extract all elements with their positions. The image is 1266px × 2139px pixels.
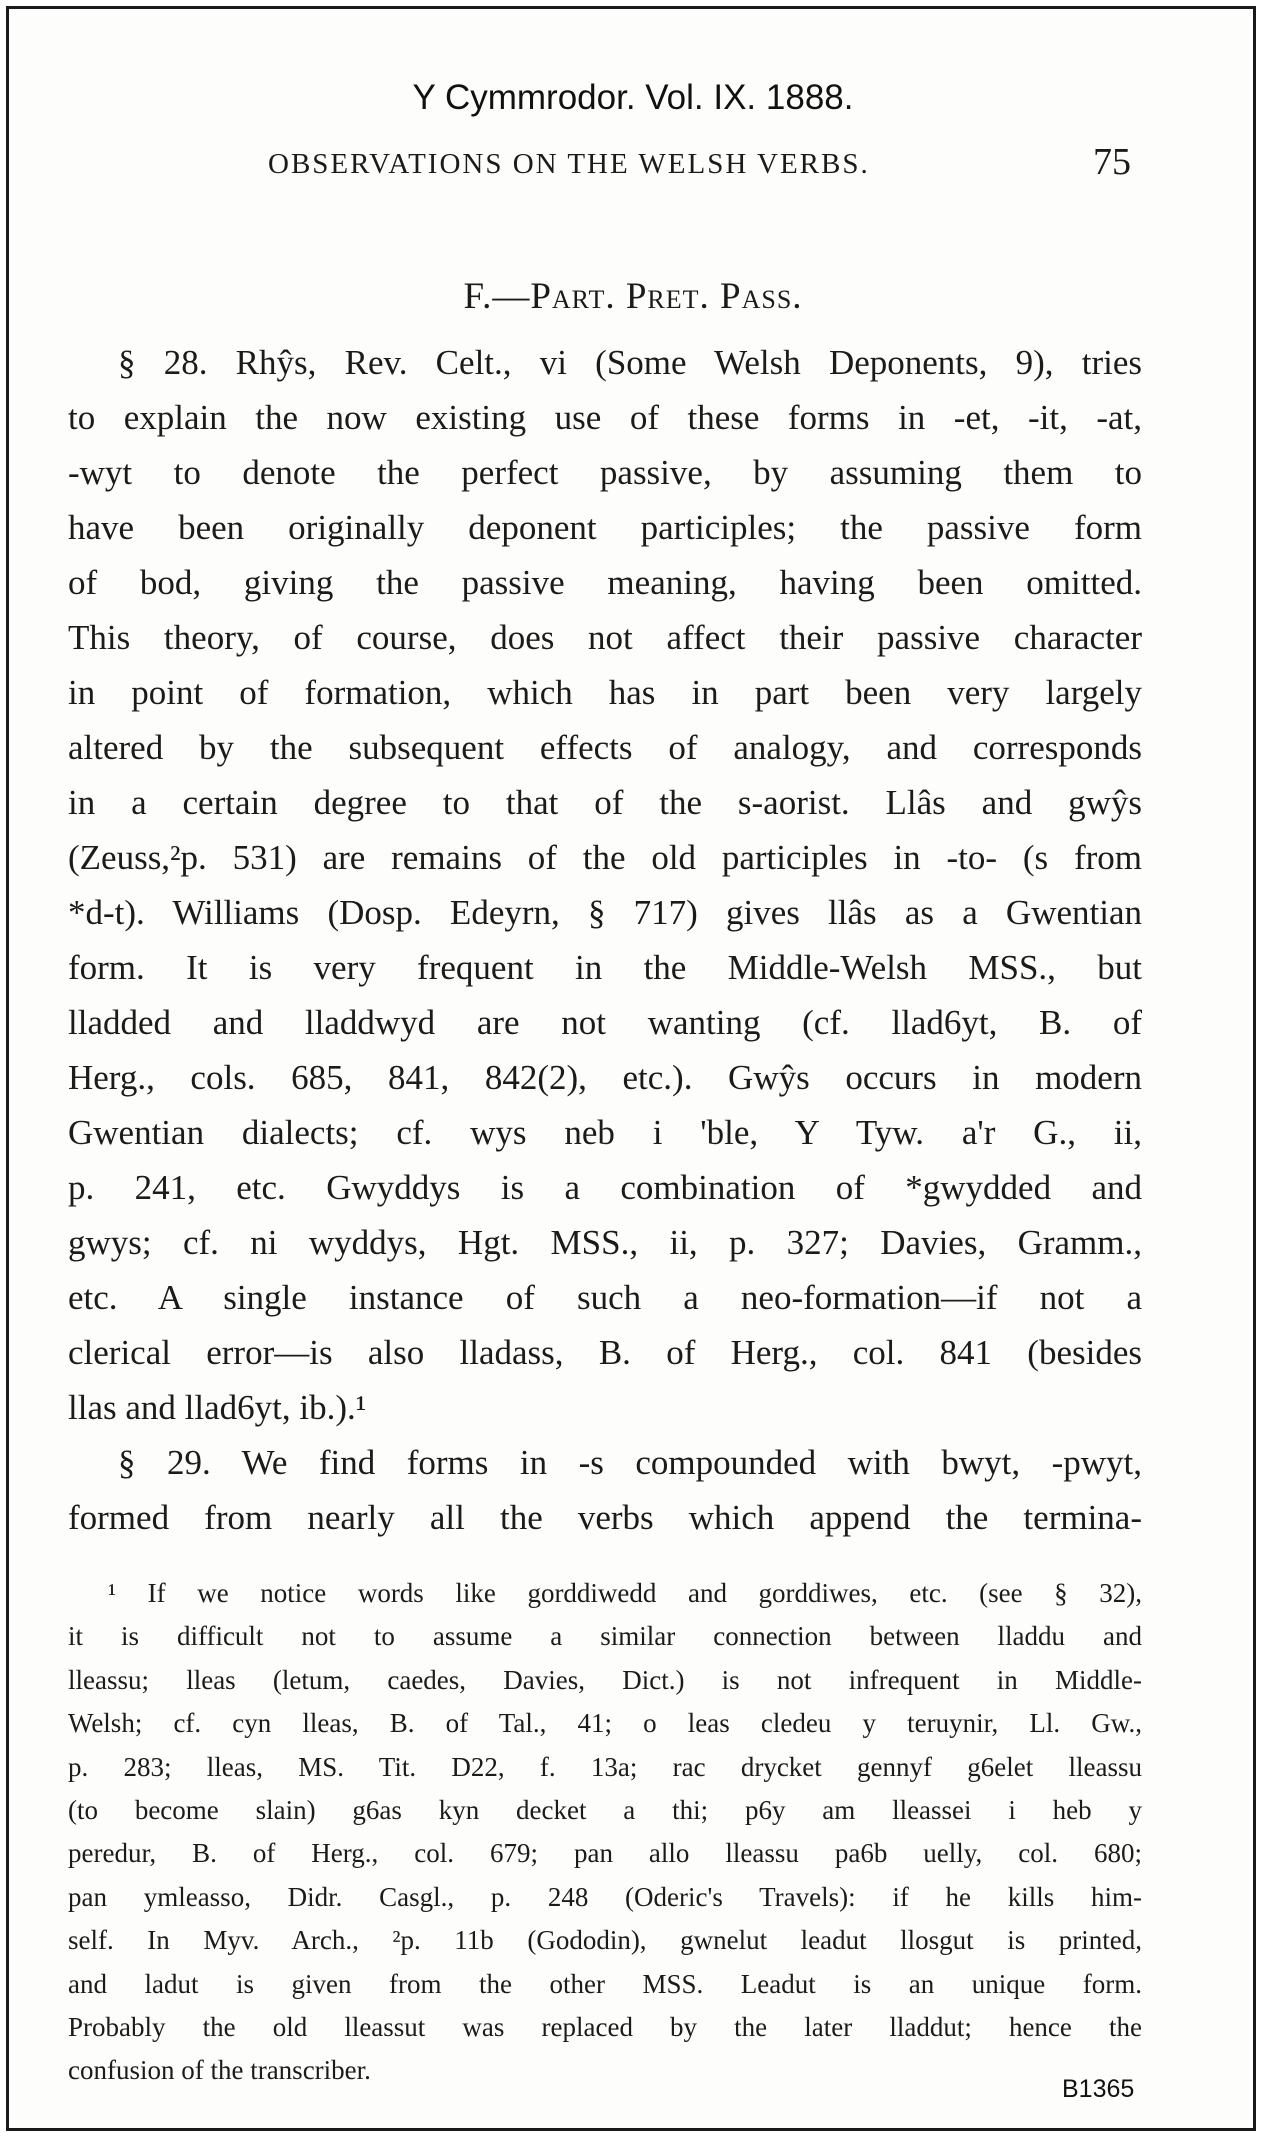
footnote-line: Welsh; cf. cyn lleas, B. of Tal., 41; o leas cledeu y teruynir, Ll. Gw., [68, 1708, 1142, 1739]
body-line: form. It is very frequent in the Middle-Welsh MSS., but [68, 948, 1142, 987]
footnote-line: it is difficult not to assume a similar connection between lladdu and [68, 1621, 1142, 1652]
body-line: formed from nearly all the verbs which append the termina- [68, 1498, 1142, 1537]
body-line: have been originally deponent participles; the passive form [68, 508, 1142, 547]
body-line: p. 241, etc. Gwyddys is a combination of *gwydded and [68, 1168, 1142, 1207]
footnote-line: confusion of the transcriber. [68, 2055, 371, 2086]
footnote-line: and ladut is given from the other MSS. Leadut is an unique form. [68, 1968, 1142, 1999]
body-line: of bod, giving the passive meaning, having been omitted. [68, 563, 1142, 602]
footnote-line: p. 283; lleas, MS. Tit. D22, f. 13a; rac drycket gennyf g6elet lleassu [68, 1751, 1142, 1782]
footnote-line: self. In Myv. Arch., ²p. 11b (Gododin), gwnelut leadut llosgut is printed, [68, 1925, 1142, 1956]
body-line: clerical error—is also lladass, B. of Herg., col. 841 (besides [68, 1333, 1142, 1372]
body-line: altered by the subsequent effects of analogy, and corresponds [68, 728, 1142, 767]
body-line: -wyt to denote the perfect passive, by assuming them to [68, 453, 1142, 492]
body-line: in point of formation, which has in part been very largely [68, 673, 1142, 712]
source-citation: Y Cymmrodor. Vol. IX. 1888. [412, 78, 854, 117]
catalog-code: B1365 [1062, 2075, 1135, 2103]
body-line: etc. A single instance of such a neo-formation—if not a [68, 1278, 1142, 1317]
body-line: *d-t). Williams (Dosp. Edeyrn, § 717) gives llâs as a Gwentian [68, 893, 1142, 932]
body-line: to explain the now existing use of these forms in -et, -it, -at, [68, 398, 1142, 437]
body-line: § 28. Rhŷs, Rev. Celt., vi (Some Welsh Deponents, 9), tries [118, 343, 1142, 382]
body-line: Gwentian dialects; cf. wys neb i 'ble, Y Tyw. a'r G., ii, [68, 1113, 1142, 1152]
body-line: § 29. We find forms in -s compounded with bwyt, -pwyt, [118, 1443, 1142, 1482]
footnote-line: pan ymleasso, Didr. Casgl., p. 248 (Oderic's Travels): if he kills him- [68, 1881, 1142, 1912]
body-line: lladded and lladdwyd are not wanting (cf. llad6yt, B. of [68, 1003, 1142, 1042]
footnotes [68, 1572, 1142, 2093]
running-head: OBSERVATIONS ON THE WELSH VERBS. [268, 148, 870, 180]
body-line: in a certain degree to that of the s-aorist. Llâs and gwŷs [68, 783, 1142, 822]
footnote-line: Probably the old lleassut was replaced by the later lladdut; hence the [68, 2011, 1142, 2042]
body-line: This theory, of course, does not affect their passive character [68, 618, 1142, 657]
page-number: 75 [1093, 141, 1131, 183]
footnote-line: ¹ If we notice words like gorddiwedd and gorddiwes, etc. (see § 32), [108, 1578, 1142, 1608]
footnote-line: lleassu; lleas (letum, caedes, Davies, Dict.) is not infrequent in Middle- [68, 1664, 1142, 1695]
footnote-line: peredur, B. of Herg., col. 679; pan allo lleassu pa6b uelly, col. 680; [68, 1838, 1142, 1869]
body-line: gwys; cf. ni wyddys, Hgt. MSS., ii, p. 327; Davies, Gramm., [68, 1223, 1142, 1262]
footnote-line: (to become slain) g6as kyn decket a thi; p6y am lleassei i heb y [68, 1794, 1142, 1825]
body-line: llas and llad6yt, ib.).¹ [68, 1388, 367, 1427]
body-line: Herg., cols. 685, 841, 842(2), etc.). Gwŷs occurs in modern [68, 1058, 1142, 1097]
section-title: F.—Part. Pret. Pass. [463, 276, 803, 317]
body-text [68, 335, 1142, 1545]
body-line: (Zeuss,²p. 531) are remains of the old participles in -to- (s from [68, 838, 1142, 877]
